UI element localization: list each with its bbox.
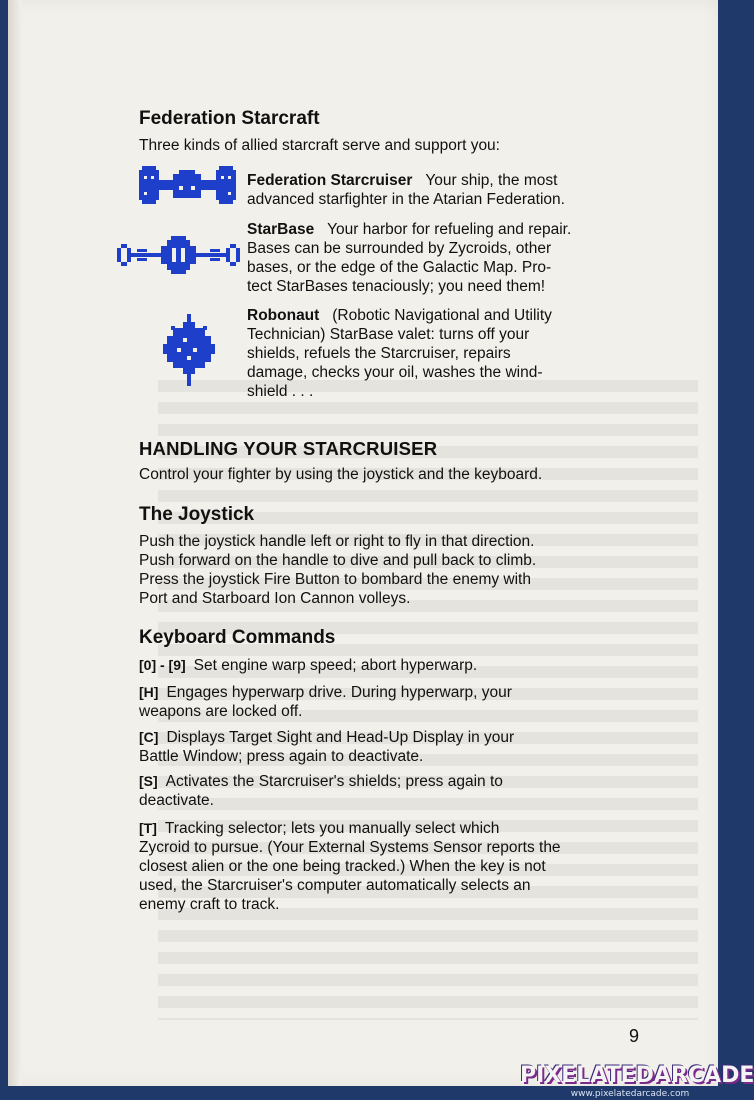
- command-warp-speed: [0] - [9] Set engine warp speed; abort hyperwarp.: [139, 657, 478, 674]
- key-label: [H]: [139, 684, 159, 700]
- command-hyperwarp: [H] Engages hyperwarp drive. During hyperwarp, your weapons are locked off.: [139, 684, 512, 720]
- page-number: 9: [629, 1026, 640, 1046]
- watermark-logo: PIXELATEDARCADE: [520, 1063, 754, 1088]
- robonaut-icon: [163, 314, 215, 386]
- federation-intro: Three kinds of allied starcraft serve and support you:: [139, 137, 500, 154]
- command-target-sight: [C] Displays Target Sight and Head-Up Display in your Battle Window; press again to deactivate.: [139, 729, 515, 765]
- keyboard-heading: Keyboard Commands: [139, 627, 336, 648]
- starbase-description: StarBase Your harbor for refueling and repair. Bases can be surrounded by Zycroids, other bases, or the edge of the Galactic Map. Pro- tect StarBases tenaciously; you need them!: [247, 221, 572, 295]
- starcruiser-description: Federation Starcruiser Your ship, the most advanced starfighter in the Atarian Federation.: [247, 172, 565, 208]
- joystick-text: Push the joystick handle left or right to fly in that direction. Push forward on the handle to dive and pull back to climb. Press the joystick Fire Button to bombard the enemy with Port and Starboard Ion Cannon volleys.: [139, 533, 537, 607]
- command-tracking: [T] Tracking selector; lets you manually select which Zycroid to pursue. (Your External Systems Sensor reports the closest alien or the one being tracked.) When the key is not used, the Starcruiser's computer automatically selects an enemy craft to track.: [139, 820, 561, 913]
- watermark-url[interactable]: www.pixelatedarcade.com: [570, 1089, 690, 1099]
- robonaut-name: Robonaut: [247, 307, 320, 324]
- key-label: [S]: [139, 773, 158, 789]
- joystick-heading: The Joystick: [139, 504, 255, 525]
- robonaut-description: Robonaut (Robotic Navigational and Utility Technician) StarBase valet: turns off your shields, refuels the Starcruiser, repairs damage, checks your oil, washes the wind- shield . . .: [247, 307, 552, 400]
- command-shields: [S] Activates the Starcruiser's shields; press again to deactivate.: [139, 773, 503, 809]
- starbase-icon: [117, 236, 240, 274]
- starcruiser-icon: [139, 166, 236, 204]
- federation-heading: Federation Starcraft: [139, 108, 320, 129]
- handling-text: Control your fighter by using the joystick and the keyboard.: [139, 466, 543, 483]
- starcruiser-name: Federation Starcruiser: [247, 172, 413, 189]
- page-spine: [8, 0, 22, 1086]
- handling-heading: HANDLING YOUR STARCRUISER: [139, 438, 438, 459]
- starbase-name: StarBase: [247, 221, 315, 238]
- key-label: [0] - [9]: [139, 657, 186, 673]
- key-label: [C]: [139, 729, 159, 745]
- key-label: [T]: [139, 820, 157, 836]
